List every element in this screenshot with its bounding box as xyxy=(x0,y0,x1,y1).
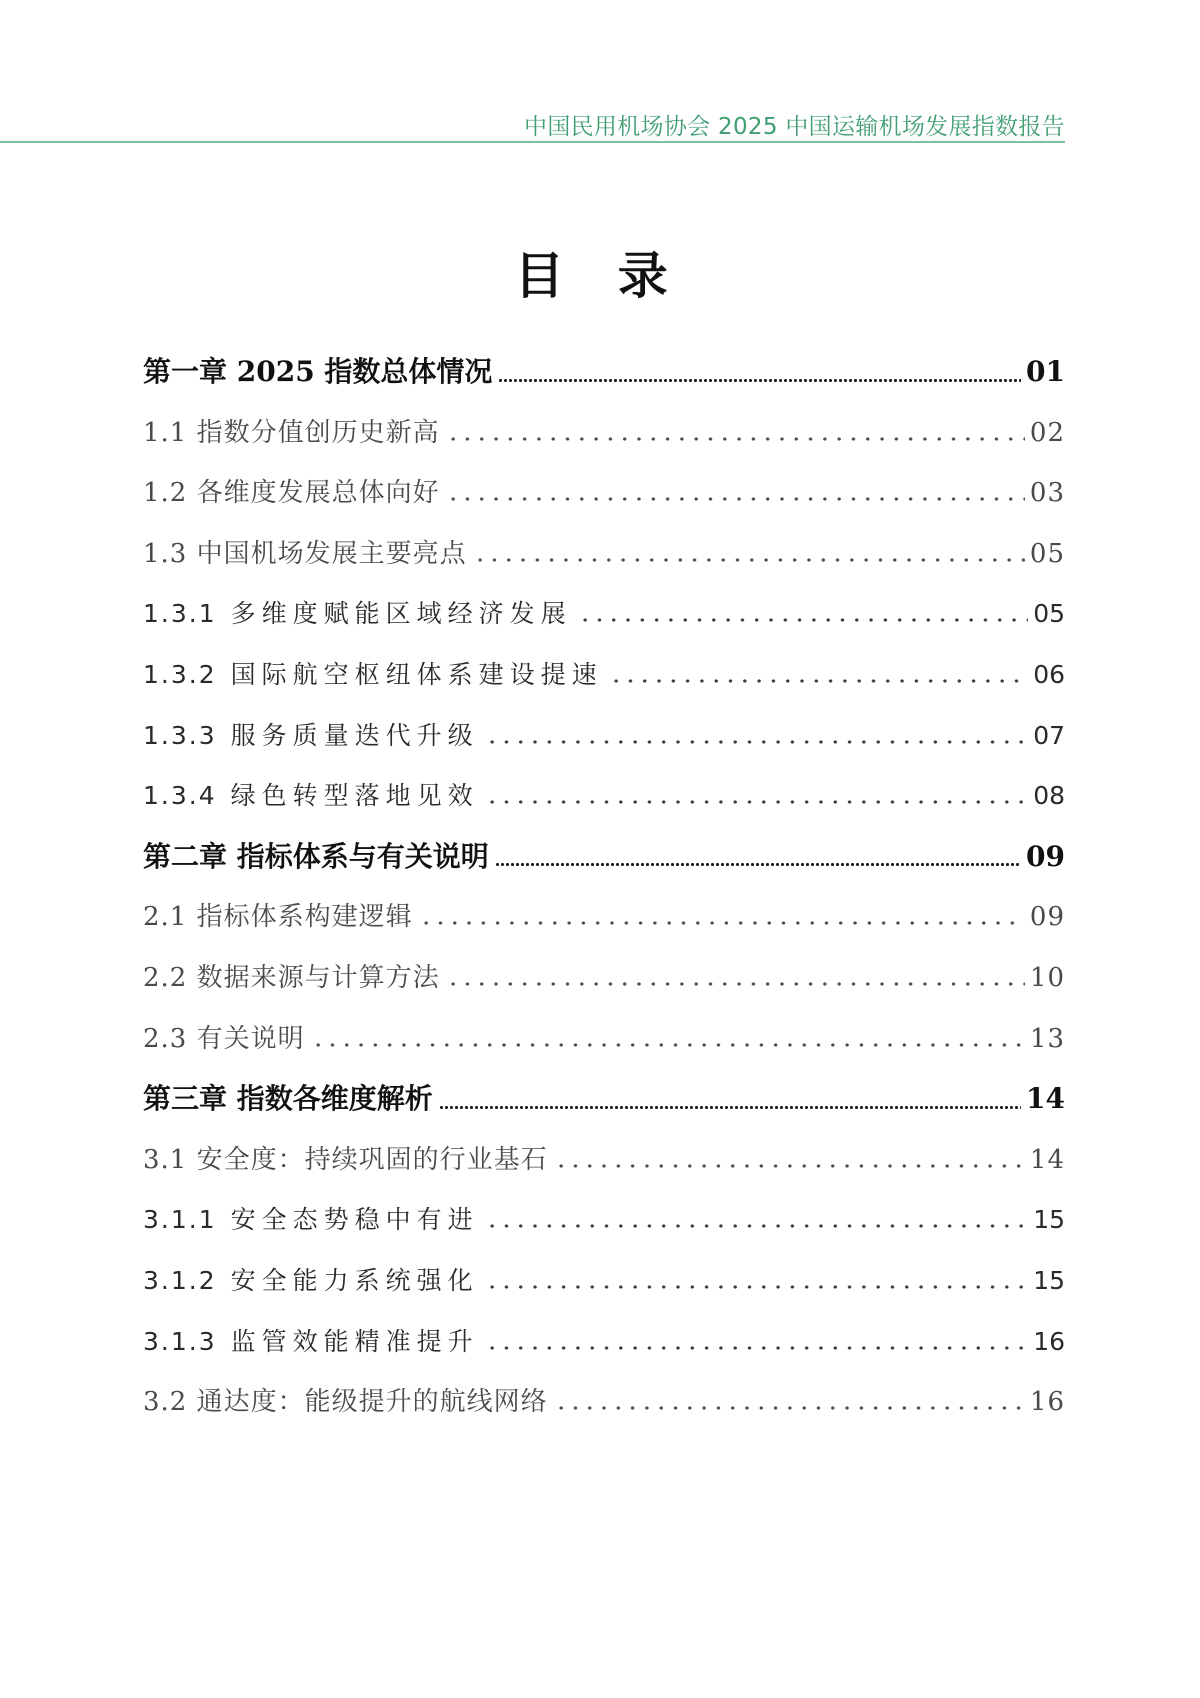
toc-entry-section[interactable] xyxy=(143,532,1065,572)
toc-entry-sub[interactable] xyxy=(143,1259,1065,1299)
toc-entry-number: 3.1.1 xyxy=(143,1205,217,1235)
toc-entry-number: 1.3.2 xyxy=(143,660,217,689)
toc-page-number: 10 xyxy=(1029,963,1065,993)
toc-entry-text: 服务质量迭代升级 xyxy=(230,720,479,750)
toc-entry-number: 1.3.3 xyxy=(143,720,217,750)
toc-dot-leader xyxy=(554,1163,1025,1169)
toc-dot-leader xyxy=(485,1284,1029,1290)
toc-dot-leader xyxy=(485,799,1029,805)
header-divider xyxy=(0,141,1065,143)
toc-entry-number: 3.1.3 xyxy=(143,1326,217,1356)
report-header-title: 中国民用机场协会 2025 中国运输机场发展指数报告 xyxy=(524,114,1065,140)
toc-dot-leader xyxy=(485,1345,1029,1351)
toc-entry-chapter[interactable] xyxy=(143,350,1065,390)
toc-entry-sub[interactable] xyxy=(143,1198,1065,1238)
toc-entry-label: 3.1 安全度：持续巩固的行业基石 xyxy=(143,1144,548,1175)
toc-entry-label xyxy=(143,596,572,632)
toc-dot-leader xyxy=(554,1405,1025,1411)
toc-entry-sub[interactable] xyxy=(143,653,1065,693)
toc-dot-leader xyxy=(446,436,1025,442)
toc-dot-leader xyxy=(446,981,1025,987)
toc-entry-sub[interactable] xyxy=(143,592,1065,632)
toc-entry-label: 第三章 指数各维度解析 xyxy=(143,1082,433,1116)
toc-entry-sub[interactable] xyxy=(143,1320,1065,1360)
toc-entry-label xyxy=(143,1324,479,1360)
toc-page-number: 14 xyxy=(1026,1082,1065,1116)
toc-page-number: 05 xyxy=(1029,538,1065,569)
toc-page-number: 09 xyxy=(1026,839,1065,873)
toc-entry-label: 3.2 通达度：能级提升的航线网络 xyxy=(143,1387,548,1418)
toc-entry-chapter[interactable] xyxy=(143,835,1065,875)
toc-entry-text: 安全能力系统强化 xyxy=(230,1266,479,1295)
toc-entry-section[interactable] xyxy=(143,1380,1065,1420)
toc-page-number: 01 xyxy=(1026,355,1065,388)
toc-entry-number: 3.1.2 xyxy=(143,1266,217,1295)
toc-page-number: 15 xyxy=(1033,1205,1065,1235)
toc-page-number: 16 xyxy=(1033,1326,1065,1356)
toc-entry-text: 多维度赋能区域经济发展 xyxy=(230,599,572,629)
toc-entry-label: 第一章 2025 指数总体情况 xyxy=(143,355,493,388)
toc-entry-number: 1.3.1 xyxy=(143,599,217,629)
toc-entry-label: 1.1 指数分值创历史新高 xyxy=(143,417,440,448)
toc-entry-sub[interactable] xyxy=(143,774,1065,814)
toc-dot-leader xyxy=(439,1104,1021,1110)
toc-dot-leader xyxy=(419,920,1025,926)
toc-entry-text: 国际航空枢纽体系建设提速 xyxy=(230,660,603,689)
toc-entry-label: 2.2 数据来源与计算方法 xyxy=(143,963,440,993)
toc-dot-leader xyxy=(311,1042,1025,1048)
toc-dot-leader xyxy=(446,496,1025,502)
toc-dot-leader xyxy=(485,1223,1029,1229)
toc-entry-label: 第二章 指标体系与有关说明 xyxy=(143,839,489,873)
toc-page-number: 06 xyxy=(1033,660,1065,689)
toc-dot-leader xyxy=(473,557,1025,563)
toc-entry-chapter[interactable] xyxy=(143,1077,1065,1117)
toc-entry-section[interactable] xyxy=(143,471,1065,511)
toc-entry-label xyxy=(143,1263,479,1299)
toc-entry-label xyxy=(143,778,479,814)
toc-dot-leader xyxy=(578,617,1029,623)
toc-entry-section[interactable] xyxy=(143,411,1065,451)
toc-dot-leader xyxy=(485,739,1029,745)
toc-dot-leader xyxy=(609,678,1029,684)
toc-entry-number: 1.3.4 xyxy=(143,781,217,811)
toc-entry-label xyxy=(143,1202,479,1238)
toc-page-number: 14 xyxy=(1029,1144,1065,1175)
toc-entry-label xyxy=(143,718,479,754)
page-title: 目 录 xyxy=(514,246,686,305)
toc-entry-text: 安全态势稳中有进 xyxy=(230,1205,479,1235)
toc-entry-text: 监管效能精准提升 xyxy=(230,1326,479,1356)
toc-dot-leader xyxy=(498,377,1021,383)
toc-entry-section[interactable] xyxy=(143,1017,1065,1057)
toc-page-number: 09 xyxy=(1029,902,1065,933)
toc-entry-label: 1.2 各维度发展总体向好 xyxy=(143,478,440,509)
toc-entry-section[interactable] xyxy=(143,956,1065,996)
toc-entry-label xyxy=(143,657,603,693)
toc-entry-label: 2.1 指标体系构建逻辑 xyxy=(143,902,413,933)
toc-page-number: 02 xyxy=(1029,417,1065,448)
toc-dot-leader xyxy=(495,862,1021,868)
toc-page-number: 13 xyxy=(1029,1023,1065,1054)
toc-page-number: 03 xyxy=(1029,478,1065,509)
toc-page-number: 16 xyxy=(1029,1387,1065,1418)
toc-entry-label: 2.3 有关说明 xyxy=(143,1023,305,1054)
toc-entry-label: 1.3 中国机场发展主要亮点 xyxy=(143,538,467,569)
toc-entry-section[interactable] xyxy=(143,895,1065,935)
toc-page-number: 05 xyxy=(1033,599,1065,629)
toc-page-number: 07 xyxy=(1033,720,1065,750)
toc-entry-text: 绿色转型落地见效 xyxy=(230,781,479,811)
toc-page-number: 15 xyxy=(1033,1266,1065,1295)
toc-page-number: 08 xyxy=(1033,781,1065,811)
toc-entry-sub[interactable] xyxy=(143,714,1065,754)
toc-entry-section[interactable] xyxy=(143,1138,1065,1178)
